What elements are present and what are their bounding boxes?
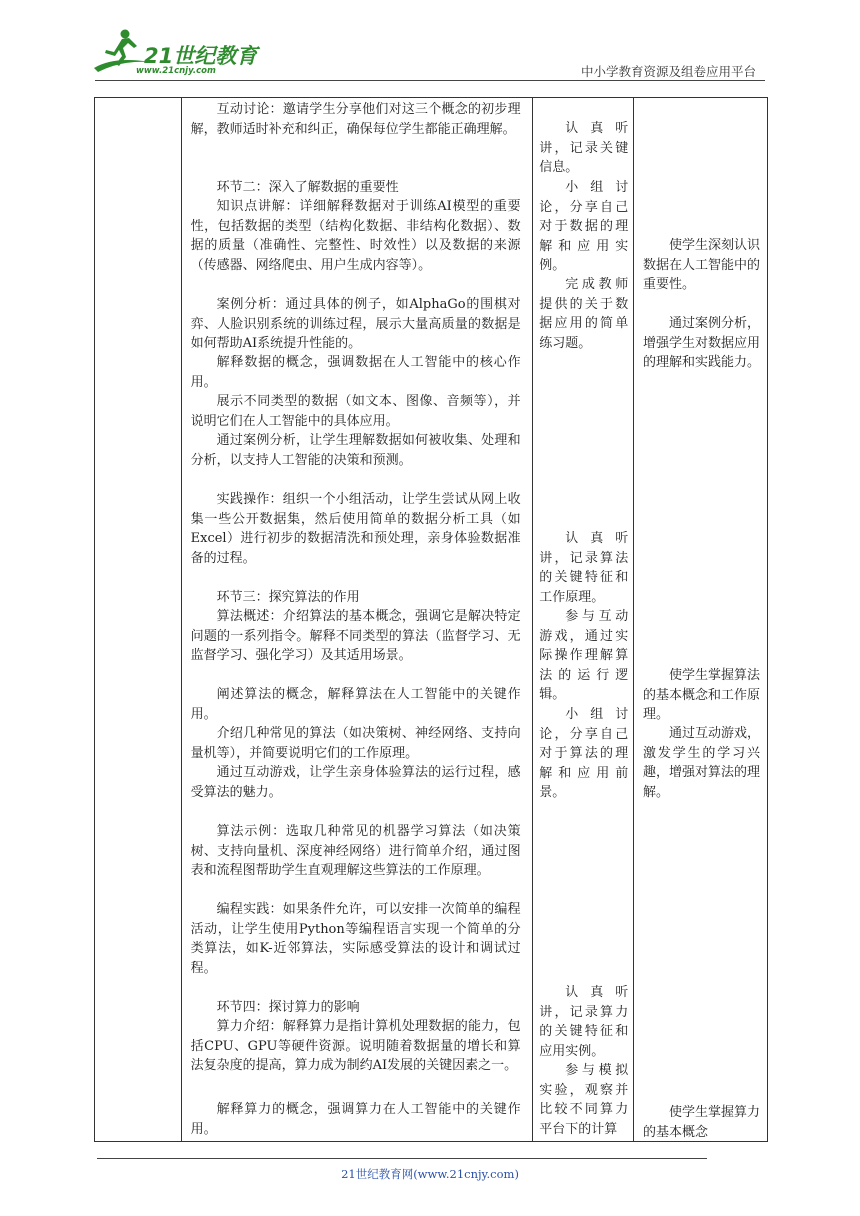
paragraph: 实践操作：组织一个小组活动，让学生尝试从网上收集一些公开数据集，然后使用简单的数据分析工具（如Excel）进行初步的数据清洗和预处理，亲身体验数据准备的过程。 <box>190 492 521 566</box>
paragraph: 算法概述：介绍算法的基本概念，强调它是解决特定问题的一系列指令。解释不同类型的算法（监督学习、无监督学习、强化学习）及其适用场景。 <box>190 609 521 663</box>
paragraph: 使学生掌握算法的基本概念和工作原理。 <box>642 668 760 722</box>
paragraph: 解释数据的概念，强调数据在人工智能中的核心作用。 <box>190 355 521 390</box>
paragraph: 认真听讲，记录算力的关键特征和应用实例。 <box>539 985 629 1059</box>
paragraph: 展示不同类型的数据（如文本、图像、音频等），并说明它们在人工智能中的具体应用。 <box>190 394 521 429</box>
paragraph: 案例分析：通过具体的例子，如AlphaGo的围棋对弈、人脸识别系统的训练过程，展示大量高质量的数据是如何帮助AI系统提升性能的。 <box>190 297 521 351</box>
table-row <box>95 98 768 1142</box>
lesson-plan-table <box>94 97 768 1142</box>
paragraph: 认真听讲，记录算法的关键特征和工作原理。 <box>539 531 629 605</box>
footer-link[interactable]: 21世纪教育网(www.21cnjy.com) <box>341 1167 519 1181</box>
paragraph: 互动讨论：邀请学生分享他们对这三个概念的初步理解，教师适时补充和纠正，确保每位学生都能正确理解。 <box>190 102 521 137</box>
paragraph: 介绍几种常见的算法（如决策树、神经网络、支持向量机等），并简要说明它们的工作原理。 <box>190 726 521 761</box>
paragraph: 编程实践：如果条件允许，可以安排一次简单的编程活动，让学生使用Python等编程语言实现一个简单的分类算法，如K-近邻算法，实际感受算法的设计和调试过程。 <box>190 902 521 976</box>
paragraph: 通过互动游戏，让学生亲身体验算法的运行过程，感受算法的魅力。 <box>190 765 521 800</box>
paragraph: 小组讨论，分享自己对于算法的理解和应用前景。 <box>539 707 629 800</box>
paragraph: 知识点讲解：详细解释数据对于训练AI模型的重要性，包括数据的类型（结构化数据、非结构化数据）、数据的质量（准确性、完整性、时效性）以及数据的来源（传感器、网络爬虫、用户生成内容等）。 <box>190 199 521 273</box>
platform-title: 中小学教育资源及组卷应用平台 <box>580 64 756 79</box>
paragraph: 通过案例分析，增强学生对数据应用的理解和实践能力。 <box>642 316 760 370</box>
footer-divider <box>97 1158 707 1159</box>
paragraph: 参与互动游戏，通过实际操作理解算法的运行逻辑。 <box>539 609 629 702</box>
section-heading: 环节三：探究算法的作用 <box>216 590 360 605</box>
header-divider <box>95 80 765 81</box>
logo-url: www.21cnjy.com <box>136 66 216 76</box>
student-activity-cell <box>533 98 634 1142</box>
paragraph: 使学生深刻认识数据在人工智能中的重要性。 <box>642 238 760 292</box>
paragraph: 通过互动游戏，激发学生的学习兴趣，增强对算法的理解。 <box>642 726 760 800</box>
section-heading: 环节四：探讨算力的影响 <box>216 1000 360 1015</box>
site-logo[interactable] <box>92 26 262 82</box>
paragraph: 算法示例：选取几种常见的机器学习算法（如决策树、支持向量机、深度神经网络）进行简单介绍，通过图表和流程图帮助学生直观理解这些算法的工作原理。 <box>190 824 521 878</box>
paragraph: 小组讨论，分享自己对于数据的理解和应用实例。 <box>539 180 629 273</box>
paragraph: 阐述算法的概念，解释算法在人工智能中的关键作用。 <box>190 687 521 722</box>
paragraph: 算力介绍：解释算力是指计算机处理数据的能力，包括CPU、GPU等硬件资源。说明随着数据量的增长和算法复杂度的提高，算力成为制约AI发展的关键因素之一。 <box>190 1019 521 1073</box>
paragraph: 完成教师提供的关于数据应用的简单练习题。 <box>539 277 629 351</box>
logo-text: 21世纪教育 <box>144 44 258 68</box>
paragraph: 通过案例分析，让学生理解数据如何被收集、处理和分析，以支持人工智能的决策和预测。 <box>190 433 521 468</box>
teacher-activity-cell <box>181 98 533 1142</box>
page-header <box>0 0 860 90</box>
paragraph: 解释算力的概念，强调算力在人工智能中的关键作用。 <box>190 1102 521 1137</box>
section-heading: 环节二：深入了解数据的重要性 <box>216 180 399 195</box>
empty-cell <box>95 98 182 1142</box>
paragraph: 参与模拟实验，观察并比较不同算力平台下的计算 <box>539 1063 629 1137</box>
design-intent-cell <box>633 98 767 1142</box>
paragraph: 认真听讲，记录关键信息。 <box>539 121 629 175</box>
paragraph: 使学生掌握算力的基本概念 <box>642 1105 760 1140</box>
